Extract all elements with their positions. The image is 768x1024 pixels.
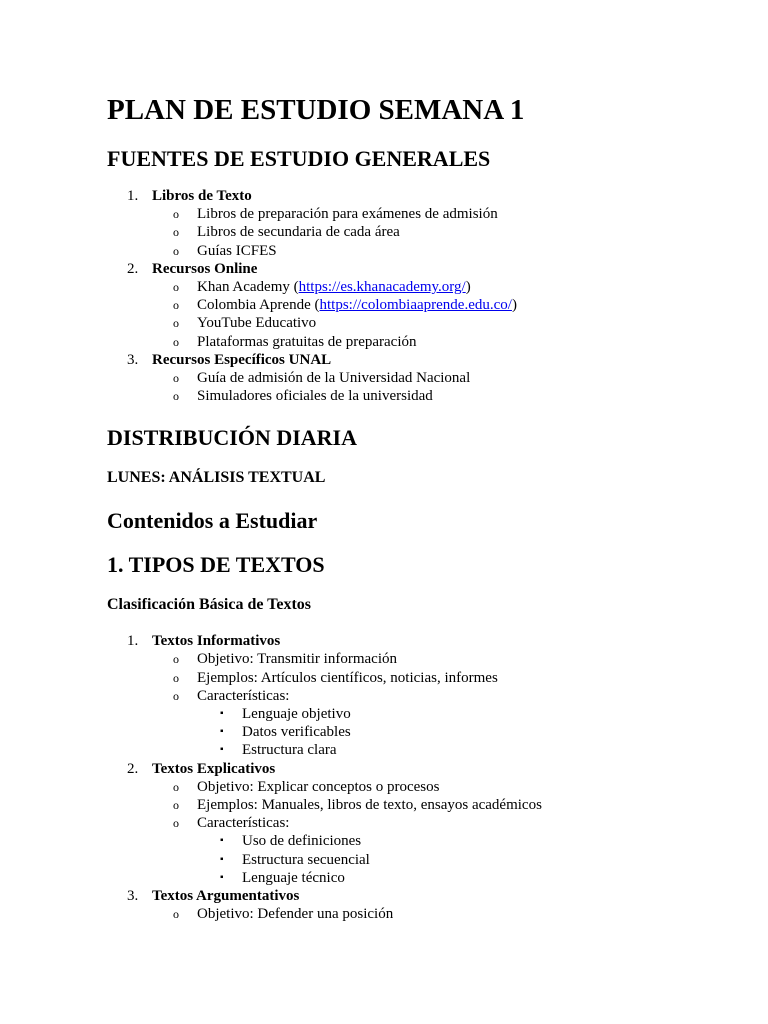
list-text: Libros de preparación para exámenes de admisión — [197, 206, 498, 223]
list-text: Características: — [197, 687, 290, 704]
list-number: 1. — [127, 633, 139, 650]
list-item — [107, 814, 727, 832]
circle-bullet-icon: o — [173, 797, 179, 812]
list-item — [107, 705, 727, 723]
circle-bullet-icon: o — [173, 816, 179, 831]
list-text: Objetivo: Transmitir información — [197, 651, 397, 668]
list-text: Ejemplos: Manuales, libros de texto, ensayos académicos — [197, 796, 542, 813]
list-number: 3. — [127, 351, 139, 368]
circle-bullet-icon: o — [173, 688, 179, 703]
link-suffix: ) — [465, 278, 471, 295]
list-label: Textos Argumentativos — [152, 887, 300, 904]
list-item — [107, 905, 727, 923]
list-label: Textos Explicativos — [152, 760, 276, 777]
list-item — [107, 242, 727, 260]
list-item — [107, 832, 727, 850]
square-bullet-icon: ▪ — [220, 708, 224, 719]
list-text: Lenguaje objetivo — [242, 706, 351, 722]
square-bullet-icon: ▪ — [220, 853, 224, 865]
section-heading: 1. TIPOS DE TEXTOS — [107, 552, 325, 578]
square-bullet-icon: ▪ — [220, 871, 224, 883]
square-bullet-icon: ▪ — [220, 744, 224, 756]
list-label: Recursos Específicos UNAL — [152, 351, 332, 368]
list-item — [107, 760, 727, 778]
circle-bullet-icon: o — [173, 370, 179, 385]
list-text: Simuladores oficiales de la universidad — [197, 388, 433, 405]
fuentes-list — [107, 187, 727, 405]
list-item — [107, 333, 727, 351]
list-text: Guía de admisión de la Universidad Nacional — [197, 369, 471, 386]
list-number: 3. — [127, 887, 139, 904]
list-item — [107, 723, 727, 741]
list-label: Libros de Texto — [152, 188, 252, 204]
list-item — [107, 205, 727, 223]
list-item — [107, 278, 727, 296]
circle-bullet-icon: o — [173, 298, 179, 313]
list-text — [197, 296, 517, 314]
list-text: Plataformas gratuitas de preparación — [197, 333, 417, 350]
fuentes-heading: FUENTES DE ESTUDIO GENERALES — [107, 146, 491, 171]
list-item — [107, 187, 727, 205]
list-text: Estructura secuencial — [242, 851, 370, 868]
circle-bullet-icon: o — [173, 207, 179, 222]
list-text: Libros de secundaria de cada área — [197, 224, 400, 241]
circle-bullet-icon: o — [173, 652, 179, 667]
list-item — [107, 887, 727, 905]
list-text: Objetivo: Explicar conceptos o procesos — [197, 778, 440, 795]
list-number: 1. — [127, 188, 139, 204]
list-item — [107, 741, 727, 759]
circle-bullet-icon: o — [173, 225, 179, 240]
list-text: Datos verificables — [242, 724, 351, 741]
list-text: Lenguaje técnico — [242, 869, 345, 886]
list-number: 2. — [127, 760, 139, 777]
subsection-heading: Clasificación Básica de Textos — [107, 596, 312, 614]
list-text: Ejemplos: Artículos científicos, noticias, informes — [197, 669, 498, 686]
list-item — [107, 314, 727, 332]
list-item — [107, 387, 727, 405]
list-item — [107, 851, 727, 869]
circle-bullet-icon: o — [173, 907, 179, 922]
link-prefix: Colombia Aprende ( — [197, 297, 320, 314]
list-text: YouTube Educativo — [197, 315, 317, 332]
list-number: 2. — [127, 260, 139, 277]
circle-bullet-icon: o — [173, 243, 179, 258]
list-text: Objetivo: Defender una posición — [197, 906, 394, 923]
circle-bullet-icon: o — [173, 279, 179, 294]
list-item — [107, 223, 727, 241]
list-item — [107, 296, 727, 314]
khan-academy-link[interactable]: https://es.khanacademy.org/ — [298, 278, 466, 295]
list-text: Uso de definiciones — [242, 833, 362, 850]
circle-bullet-icon: o — [173, 389, 179, 404]
list-text: Características: — [197, 815, 290, 832]
list-item — [107, 687, 727, 705]
distribucion-heading: DISTRIBUCIÓN DIARIA — [107, 425, 357, 451]
link-prefix: Khan Academy ( — [197, 278, 299, 295]
list-text: Estructura clara — [242, 742, 337, 759]
circle-bullet-icon: o — [173, 670, 179, 685]
list-item — [107, 369, 727, 387]
list-item — [107, 351, 727, 369]
square-bullet-icon: ▪ — [220, 835, 224, 847]
list-item — [107, 632, 727, 650]
list-item — [107, 869, 727, 887]
square-bullet-icon: ▪ — [220, 726, 224, 738]
list-item — [107, 260, 727, 278]
list-item — [107, 650, 727, 668]
circle-bullet-icon: o — [173, 779, 179, 794]
list-text: Guías ICFES — [197, 242, 277, 259]
list-text — [197, 278, 471, 296]
document-page — [107, 92, 727, 923]
colombia-aprende-link[interactable]: https://colombiaaprende.edu.co/ — [319, 297, 512, 314]
list-item — [107, 669, 727, 687]
list-item — [107, 796, 727, 814]
circle-bullet-icon: o — [173, 334, 179, 349]
circle-bullet-icon: o — [173, 316, 179, 331]
day-heading: LUNES: ANÁLISIS TEXTUAL — [107, 469, 326, 487]
tipos-list — [107, 632, 727, 923]
link-suffix: ) — [511, 297, 517, 314]
contenidos-heading: Contenidos a Estudiar — [107, 508, 318, 534]
list-item — [107, 778, 727, 796]
list-label: Recursos Online — [152, 260, 258, 277]
page-title: PLAN DE ESTUDIO SEMANA 1 — [107, 94, 525, 126]
list-label: Textos Informativos — [152, 633, 281, 650]
